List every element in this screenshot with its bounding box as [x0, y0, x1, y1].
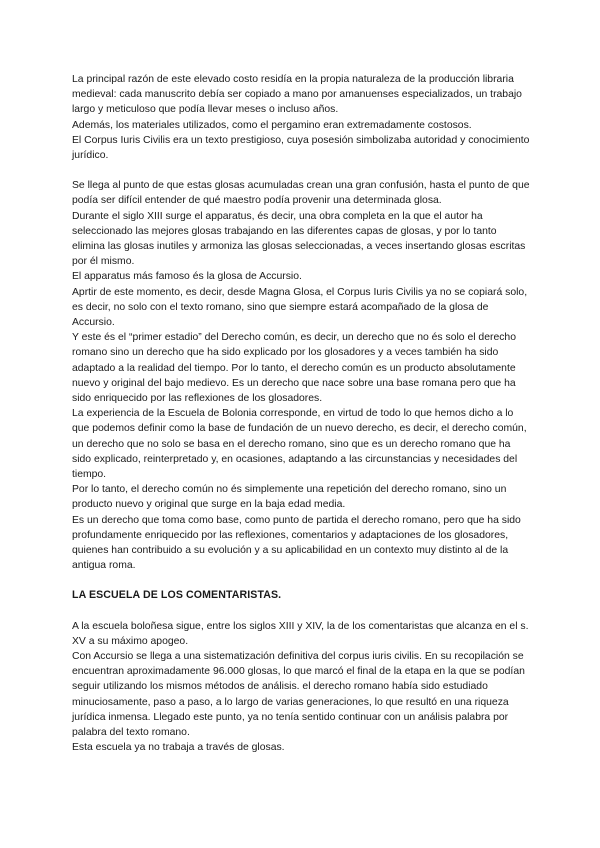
- paragraph: Se llega al punto de que estas glosas acumuladas crean una gran confusión, hasta el punto de que podía ser difícil entender de qué maestro podía provenir una determinada glosa.: [72, 180, 530, 207]
- glosses-section: [72, 178, 532, 573]
- paragraph: Con Accursio se llega a una sistematización definitiva del corpus iuris civilis. En su recopilación se encuentran aproximadamente 96.000 glosas, lo que marcó el final de la etapa en la que se podían seguir utilizando los mismos métodos de análisis. el derecho romano había sido estudiado minuciosamente, paso a paso, a lo largo de varias generaciones, lo que resultó en una riqueza jurídica inmensa. Llegado este punto, ya no tenía sentido continuar con un análisis palabra por palabra del texto romano.: [72, 650, 525, 738]
- paragraph: La experiencia de la Escuela de Bolonia corresponde, en virtud de todo lo que hemos dicho a lo que podemos definir como la base de fundación de un nuevo derecho, es decir, el derecho común, un derecho que no solo se basa en el derecho romano, sino que es un derecho romano que ha sido explicado, reinterpretado y, en ocasiones, adaptando a las circunstancias y necesidades del tiempo.: [72, 408, 527, 481]
- paragraph: La principal razón de este elevado costo residía en la propia naturaleza de la producción libraria medieval: cada manuscrito debía ser copiado a mano por amanuenses especializados, un trabajo largo y meticuloso que podía llevar meses o incluso años.: [72, 74, 522, 116]
- paragraph: A la escuela boloñesa sigue, entre los siglos XIII y XIV, la de los comentaristas que alcanza en el s. XV a su máximo apogeo.: [72, 620, 529, 647]
- paragraph: Durante el siglo XIII surge el apparatus, és decir, una obra completa en la que el autor ha seleccionado las mejores glosas trabajando en las diferentes capas de glosas, y por lo tanto elimina las glosas inutiles y armoniza las glosas seleccionadas, a veces insertando glosas escritas por él mismo.: [72, 210, 526, 268]
- paragraph: Y este és el “primer estadio” del Derecho común, es decir, un derecho que no és solo el derecho romano sino un derecho que ha sido explicado por los glosadores y a veces también ha sido adaptado a la realidad del tiempo. Por lo tanto, el derecho común es un producto absolutamente nuevo y original del bajo medievo. Es un derecho que nace sobre una base romana pero que ha sido enriquecido por las reflexiones de los glosadores.: [72, 332, 516, 405]
- paragraph: Además, los materiales utilizados, como el pergamino eran extremadamente costosos.: [72, 119, 472, 131]
- paragraph: Aprtir de este momento, es decir, desde Magna Glosa, el Corpus Iuris Civilis ya no se copiará solo, es decir, no solo con el texto romano, sino que siempre estará acompañado de la glosa de Accursio.: [72, 286, 528, 329]
- intro-section: [72, 72, 532, 163]
- commentators-section: [72, 619, 532, 756]
- paragraph: El Corpus Iuris Civilis era un texto prestigioso, cuya posesión simbolizaba autoridad y conocimiento jurídico.: [72, 134, 530, 162]
- paragraph: Por lo tanto, el derecho común no és simplemente una repetición del derecho romano, sino un producto nuevo y original que surge en la baja edad media.: [72, 484, 507, 511]
- paragraph: Esta escuela ya no trabaja a través de glosas.: [72, 742, 285, 754]
- paragraph: Es un derecho que toma como base, como punto de partida el derecho romano, pero que ha sido profundamente enriquecido por las reflexiones, comentarios y adaptaciones de los glosadores, quienes han contribuido a su evolución y a su aplicabilidad en un contexto muy distinto al de la antigua roma.: [72, 514, 521, 572]
- section-heading: LA ESCUELA DE LOS COMENTARISTAS.: [72, 588, 282, 601]
- document-page: [72, 72, 532, 755]
- paragraph: El apparatus más famoso és la glosa de Accursio.: [72, 271, 302, 283]
